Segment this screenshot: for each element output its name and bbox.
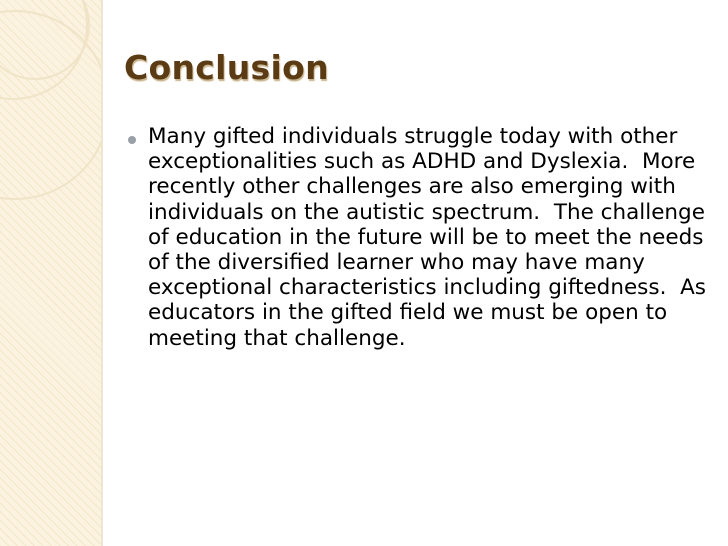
slide-title: Conclusion xyxy=(124,48,329,87)
decorative-side-panel xyxy=(0,0,101,546)
panel-divider xyxy=(101,0,103,546)
bullet-icon xyxy=(128,136,136,144)
slide-content xyxy=(128,124,713,351)
bullet-text: Many gifted individuals struggle today with other exceptionalities such as ADHD and Dyslexia. More recently other challenges are also emerging with individuals on the autistic spectrum. The challenge of education in the future will be to meet the needs of the diversified learner who may have many exceptional characteristics including giftedness. As educators in the gifted field we must be open to meeting that challenge. xyxy=(148,124,713,351)
